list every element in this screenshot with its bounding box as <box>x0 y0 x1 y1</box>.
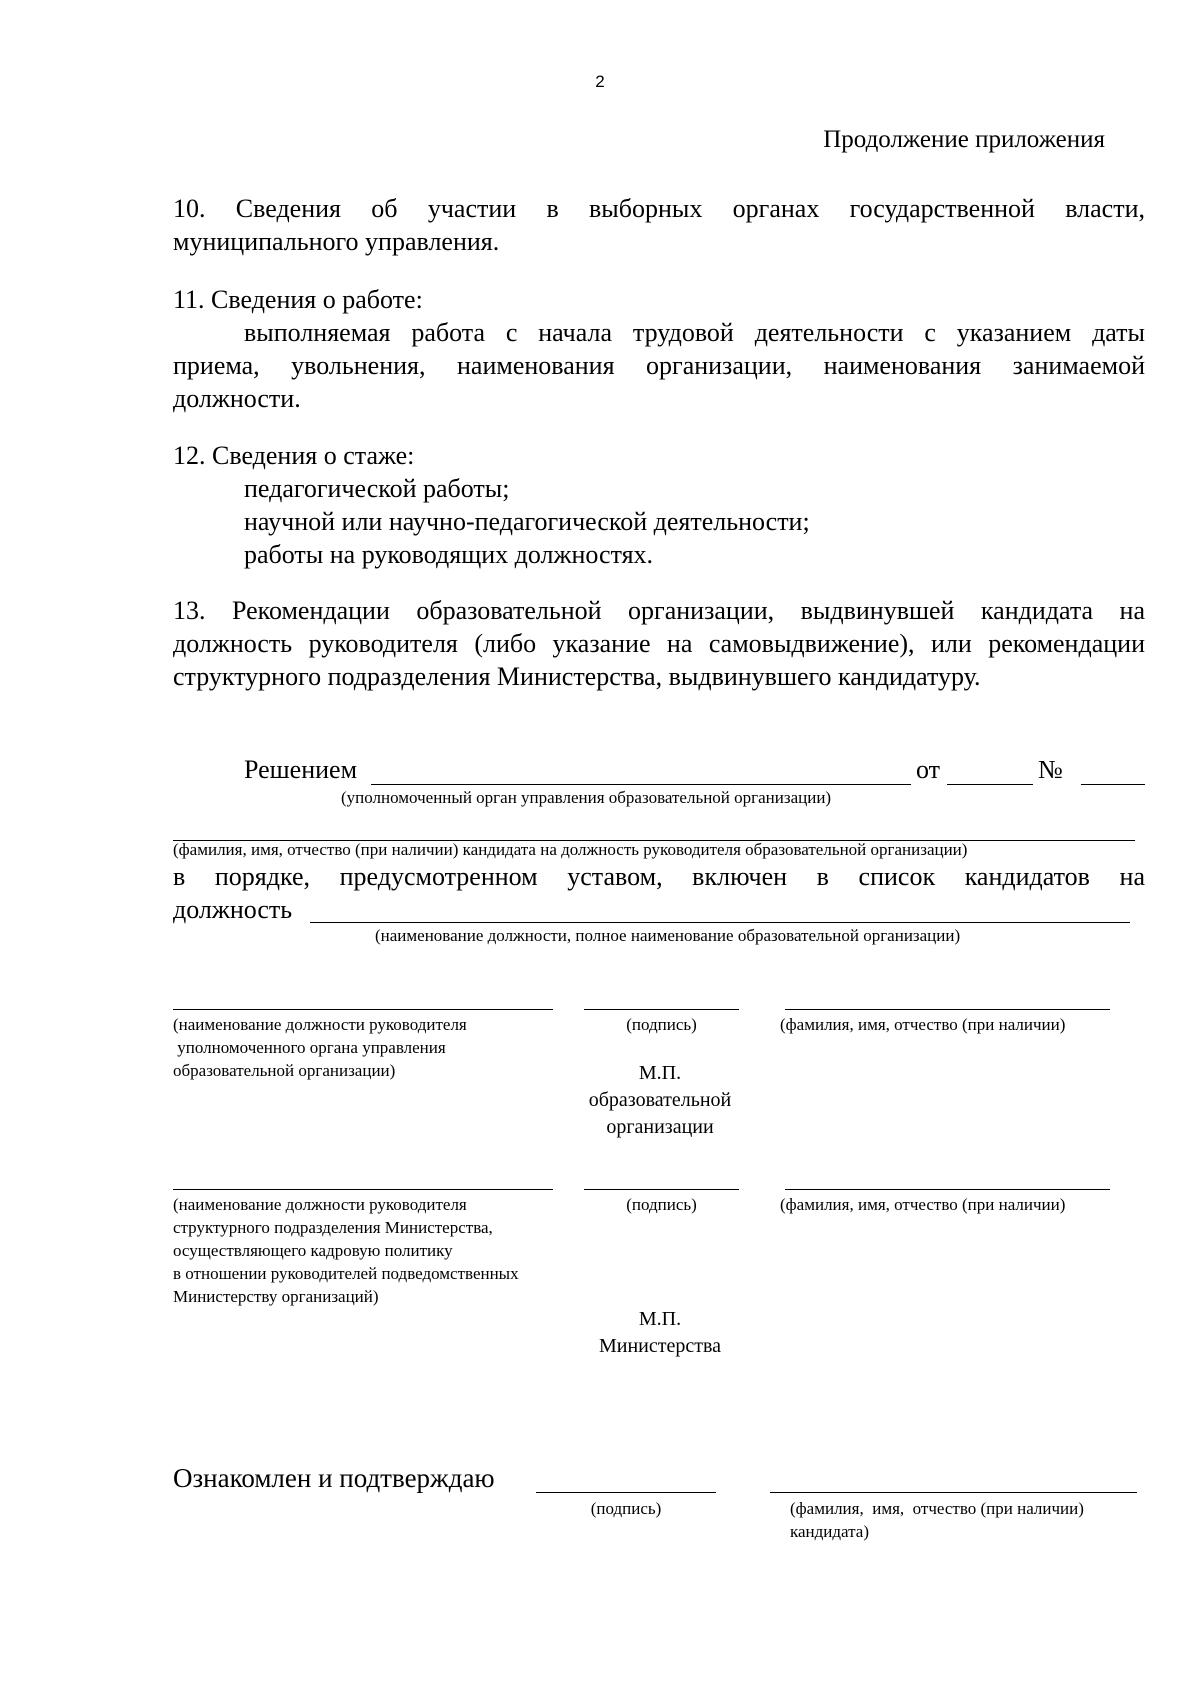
authority-fill-line[interactable] <box>371 784 911 785</box>
statement-line2: должность <box>173 895 293 924</box>
signature-caption-2: (подпись) <box>626 1195 697 1214</box>
stamp-org-line-1: М.П. <box>638 1062 682 1084</box>
authority-caption: (уполномоченный орган управления образовательной организации) <box>341 788 832 807</box>
item-12-line-1: педагогической работы; <box>244 474 510 503</box>
candidate-name-caption-line-2: кандидата) <box>790 1522 869 1541</box>
role-caption-2-line-3: осуществляющего кадровую политику <box>173 1241 453 1260</box>
item-11-line1: выполняемая работа с начала трудовой деятельности с указанием даты <box>244 318 1145 347</box>
role-caption-2-line-2: структурного подразделения Министерства, <box>173 1218 493 1237</box>
stamp-ministry-line-1: М.П. <box>638 1308 682 1330</box>
role-caption-2-line-4: в отношении руководителей подведомственных <box>173 1264 519 1283</box>
role-fill-line-1[interactable] <box>173 1009 553 1010</box>
statement-line1: в порядке, предусмотренном уставом, включен в список кандидатов на <box>173 862 1145 891</box>
role-caption-1-line-2: уполномоченного органа управления <box>173 1038 446 1057</box>
position-fill-line[interactable] <box>310 922 1130 923</box>
role-fill-line-2[interactable] <box>173 1189 553 1190</box>
number-fill-line[interactable] <box>1081 784 1145 785</box>
item-11-rest: приема, увольнения, наименования организации, наименования занимаемой должности. <box>173 351 1145 413</box>
role-caption-2-line-1: (наименование должности руководителя <box>173 1195 467 1214</box>
candidate-caption: (фамилия, имя, отчество (при наличии) кандидата на должность руководителя образовательной организации) <box>173 840 968 859</box>
name-caption-2: (фамилия, имя, отчество (при наличии) <box>780 1195 1066 1214</box>
number-label: № <box>1038 755 1063 784</box>
name-caption-1: (фамилия, имя, отчество (при наличии) <box>780 1015 1066 1034</box>
acknowledgment-label: Ознакомлен и подтверждаю <box>173 1463 495 1493</box>
item-10: 10. Сведения об участии в выборных органах государственной власти, муниципального управления. <box>173 194 1145 256</box>
signature-fill-line-1[interactable] <box>584 1009 739 1010</box>
role-caption-1-line-3: образовательной организации) <box>173 1061 396 1080</box>
position-caption: (наименование должности, полное наименование образовательной организации) <box>375 926 961 945</box>
date-fill-line[interactable] <box>947 784 1033 785</box>
item-12-line-3: работы на руководящих должностях. <box>244 540 654 569</box>
signature-fill-line-2[interactable] <box>584 1189 739 1190</box>
role-caption-1-line-1: (наименование должности руководителя <box>173 1015 467 1034</box>
candidate-signature-caption: (подпись) <box>590 1499 662 1518</box>
decision-label: Решением <box>244 755 358 784</box>
name-fill-line-2[interactable] <box>785 1189 1110 1190</box>
item-11-title: 11. Сведения о работе: <box>173 285 423 314</box>
stamp-org-line-2: образовательной <box>588 1089 732 1111</box>
item-12-title: 12. Сведения о стаже: <box>173 441 415 470</box>
role-caption-2-line-5: Министерству организаций) <box>173 1287 379 1306</box>
candidate-name-fill-line-final[interactable] <box>770 1492 1137 1493</box>
stamp-org-line-3: организации <box>606 1116 714 1138</box>
from-label: от <box>916 755 941 784</box>
candidate-signature-fill-line[interactable] <box>536 1492 716 1493</box>
stamp-ministry-line-2: Министерства <box>598 1335 722 1357</box>
item-13: 13. Рекомендации образовательной организации, выдвинувшей кандидата на должность руководителя (либо указание на самовыдвижение), или рекомендации структурного подразделения Министерства, выдвинувшего кандидатуру. <box>173 596 1145 691</box>
candidate-name-caption-line-1: (фамилия, имя, отчество (при наличии) <box>790 1499 1084 1518</box>
signature-caption-1: (подпись) <box>626 1015 697 1034</box>
page-number: 2 <box>595 72 605 91</box>
continuation-heading: Продолжение приложения <box>823 126 1105 153</box>
item-12-line-2: научной или научно-педагогической деятельности; <box>244 507 810 536</box>
name-fill-line-1[interactable] <box>785 1009 1110 1010</box>
